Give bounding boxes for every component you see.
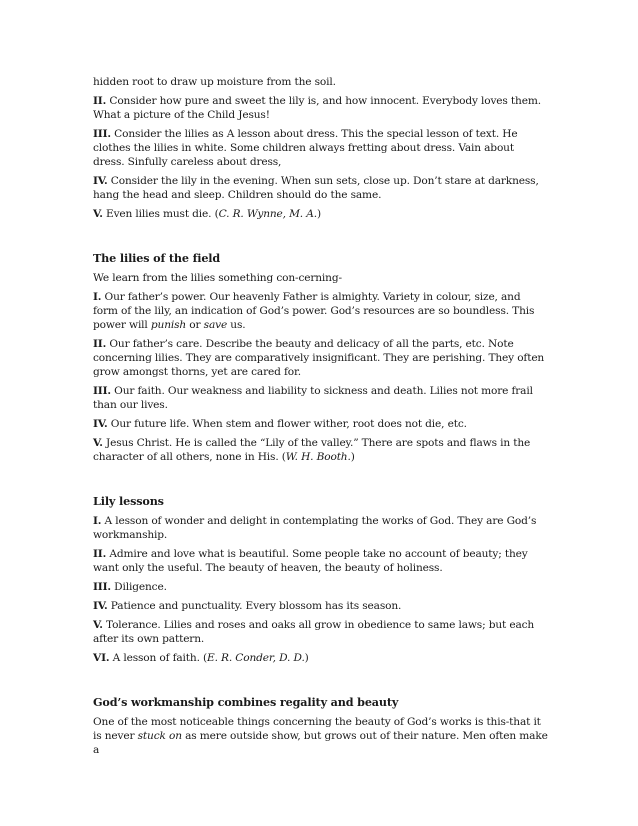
item-text: Consider how pure and sweet the lily is, and how innocent. Everybody loves them. What a picture of the Child Jesus! — [93, 95, 541, 121]
item-number: III. — [93, 581, 111, 593]
emphasis: save — [203, 319, 228, 331]
item-number: IV. — [93, 418, 108, 430]
item-number: II. — [93, 338, 107, 350]
citation: C. R. Wynne, M. A. — [218, 208, 317, 220]
list-item — [93, 127, 548, 169]
section-lilies-of-the-field — [93, 251, 548, 464]
item-number: III. — [93, 385, 111, 397]
item-number: VI. — [93, 652, 110, 664]
list-item — [93, 337, 548, 379]
paragraph: hidden root to draw up moisture from the soil. — [93, 76, 336, 88]
item-text: A lesson of faith. ( — [109, 652, 207, 664]
list-item — [93, 514, 548, 542]
citation: W. H. Booth — [285, 451, 348, 463]
item-number: V. — [93, 208, 103, 220]
item-text: Admire and love what is beautiful. Some people take no account of beauty; they want only the useful. The beauty of heaven, the beauty of holiness. — [93, 548, 528, 574]
item-text: or — [186, 319, 204, 331]
item-number: IV. — [93, 175, 108, 187]
section-continued — [93, 75, 548, 221]
list-item — [93, 94, 548, 122]
item-text: Our father’s power. Our heavenly Father is almighty. Variety in colour, size, and form of the lily, an indication of God’s power. God’s resources are so boundless. This power will — [93, 291, 535, 331]
emphasis: stuck on — [137, 730, 182, 742]
list-item — [93, 618, 548, 646]
item-text: ) — [316, 208, 321, 220]
list-item — [93, 207, 548, 221]
item-number: II. — [93, 548, 107, 560]
section-heading: Lily lessons — [93, 494, 164, 508]
item-text: Tolerance. Lilies and roses and oaks all grow in obedience to same laws; but each after its own pattern. — [93, 619, 535, 645]
item-text: Our future life. When stem and flower wither, root does not die, etc. — [107, 418, 467, 430]
list-item — [93, 547, 548, 575]
item-number: IV. — [93, 600, 108, 612]
section-lily-lessons — [93, 494, 548, 665]
item-number: V. — [93, 437, 103, 449]
list-item — [93, 174, 548, 202]
list-item — [93, 436, 548, 464]
section-gods-workmanship — [93, 695, 548, 757]
item-text: A lesson of wonder and delight in contemplating the works of God. They are God’s workmanship. — [93, 515, 537, 541]
paragraph-text: One of the most noticeable things concerning the beauty of God’s works is this-that it is never — [93, 716, 541, 742]
item-number: V. — [93, 619, 103, 631]
paragraph — [93, 715, 548, 757]
item-text: Our father’s care. Describe the beauty and delicacy of all the parts, etc. Note concerning lilies. They are comparatively insignificant. They are perishing. They often grow amongst thorns, yet are cared for. — [93, 338, 545, 378]
item-number: III. — [93, 128, 111, 140]
item-text: Jesus Christ. He is called the “Lily of the valley.” There are spots and flaws in the character of all others, none in His. ( — [93, 437, 531, 463]
item-text: ) — [304, 652, 309, 664]
paragraph: We learn from the lilies something con-cerning- — [93, 272, 342, 284]
item-text: Patience and punctuality. Every blossom has its season. — [107, 600, 402, 612]
item-text: .) — [347, 451, 355, 463]
citation: E. R. Conder, D. D. — [207, 652, 305, 664]
section-heading: The lilies of the field — [93, 251, 221, 265]
item-text: us. — [227, 319, 246, 331]
section-heading: God’s workmanship combines regality and beauty — [93, 695, 399, 709]
item-text: Consider the lilies as A lesson about dress. This the special lesson of text. He clothes the lilies in white. Some children always fretting about dress. Vain about dress. Sinfully careless about dress, — [93, 128, 518, 168]
item-text: Even lilies must die. ( — [102, 208, 219, 220]
item-text: Our faith. Our weakness and liability to sickness and death. Lilies not more frail than our lives. — [93, 385, 533, 411]
list-item — [93, 599, 548, 613]
list-item — [93, 651, 548, 665]
item-number: I. — [93, 515, 102, 527]
item-number: I. — [93, 291, 102, 303]
paragraph-text: as mere outside show, but grows out of their nature. Men often make a — [93, 730, 548, 756]
list-item — [93, 417, 548, 431]
item-text: Diligence. — [110, 581, 167, 593]
list-item — [93, 290, 548, 332]
list-item — [93, 384, 548, 412]
emphasis: punish — [150, 319, 187, 331]
item-text: Consider the lily in the evening. When sun sets, close up. Don’t stare at darkness, hang the head and sleep. Children should do the same. — [93, 175, 539, 201]
item-number: II. — [93, 95, 107, 107]
list-item — [93, 580, 548, 594]
document-page — [93, 75, 548, 762]
